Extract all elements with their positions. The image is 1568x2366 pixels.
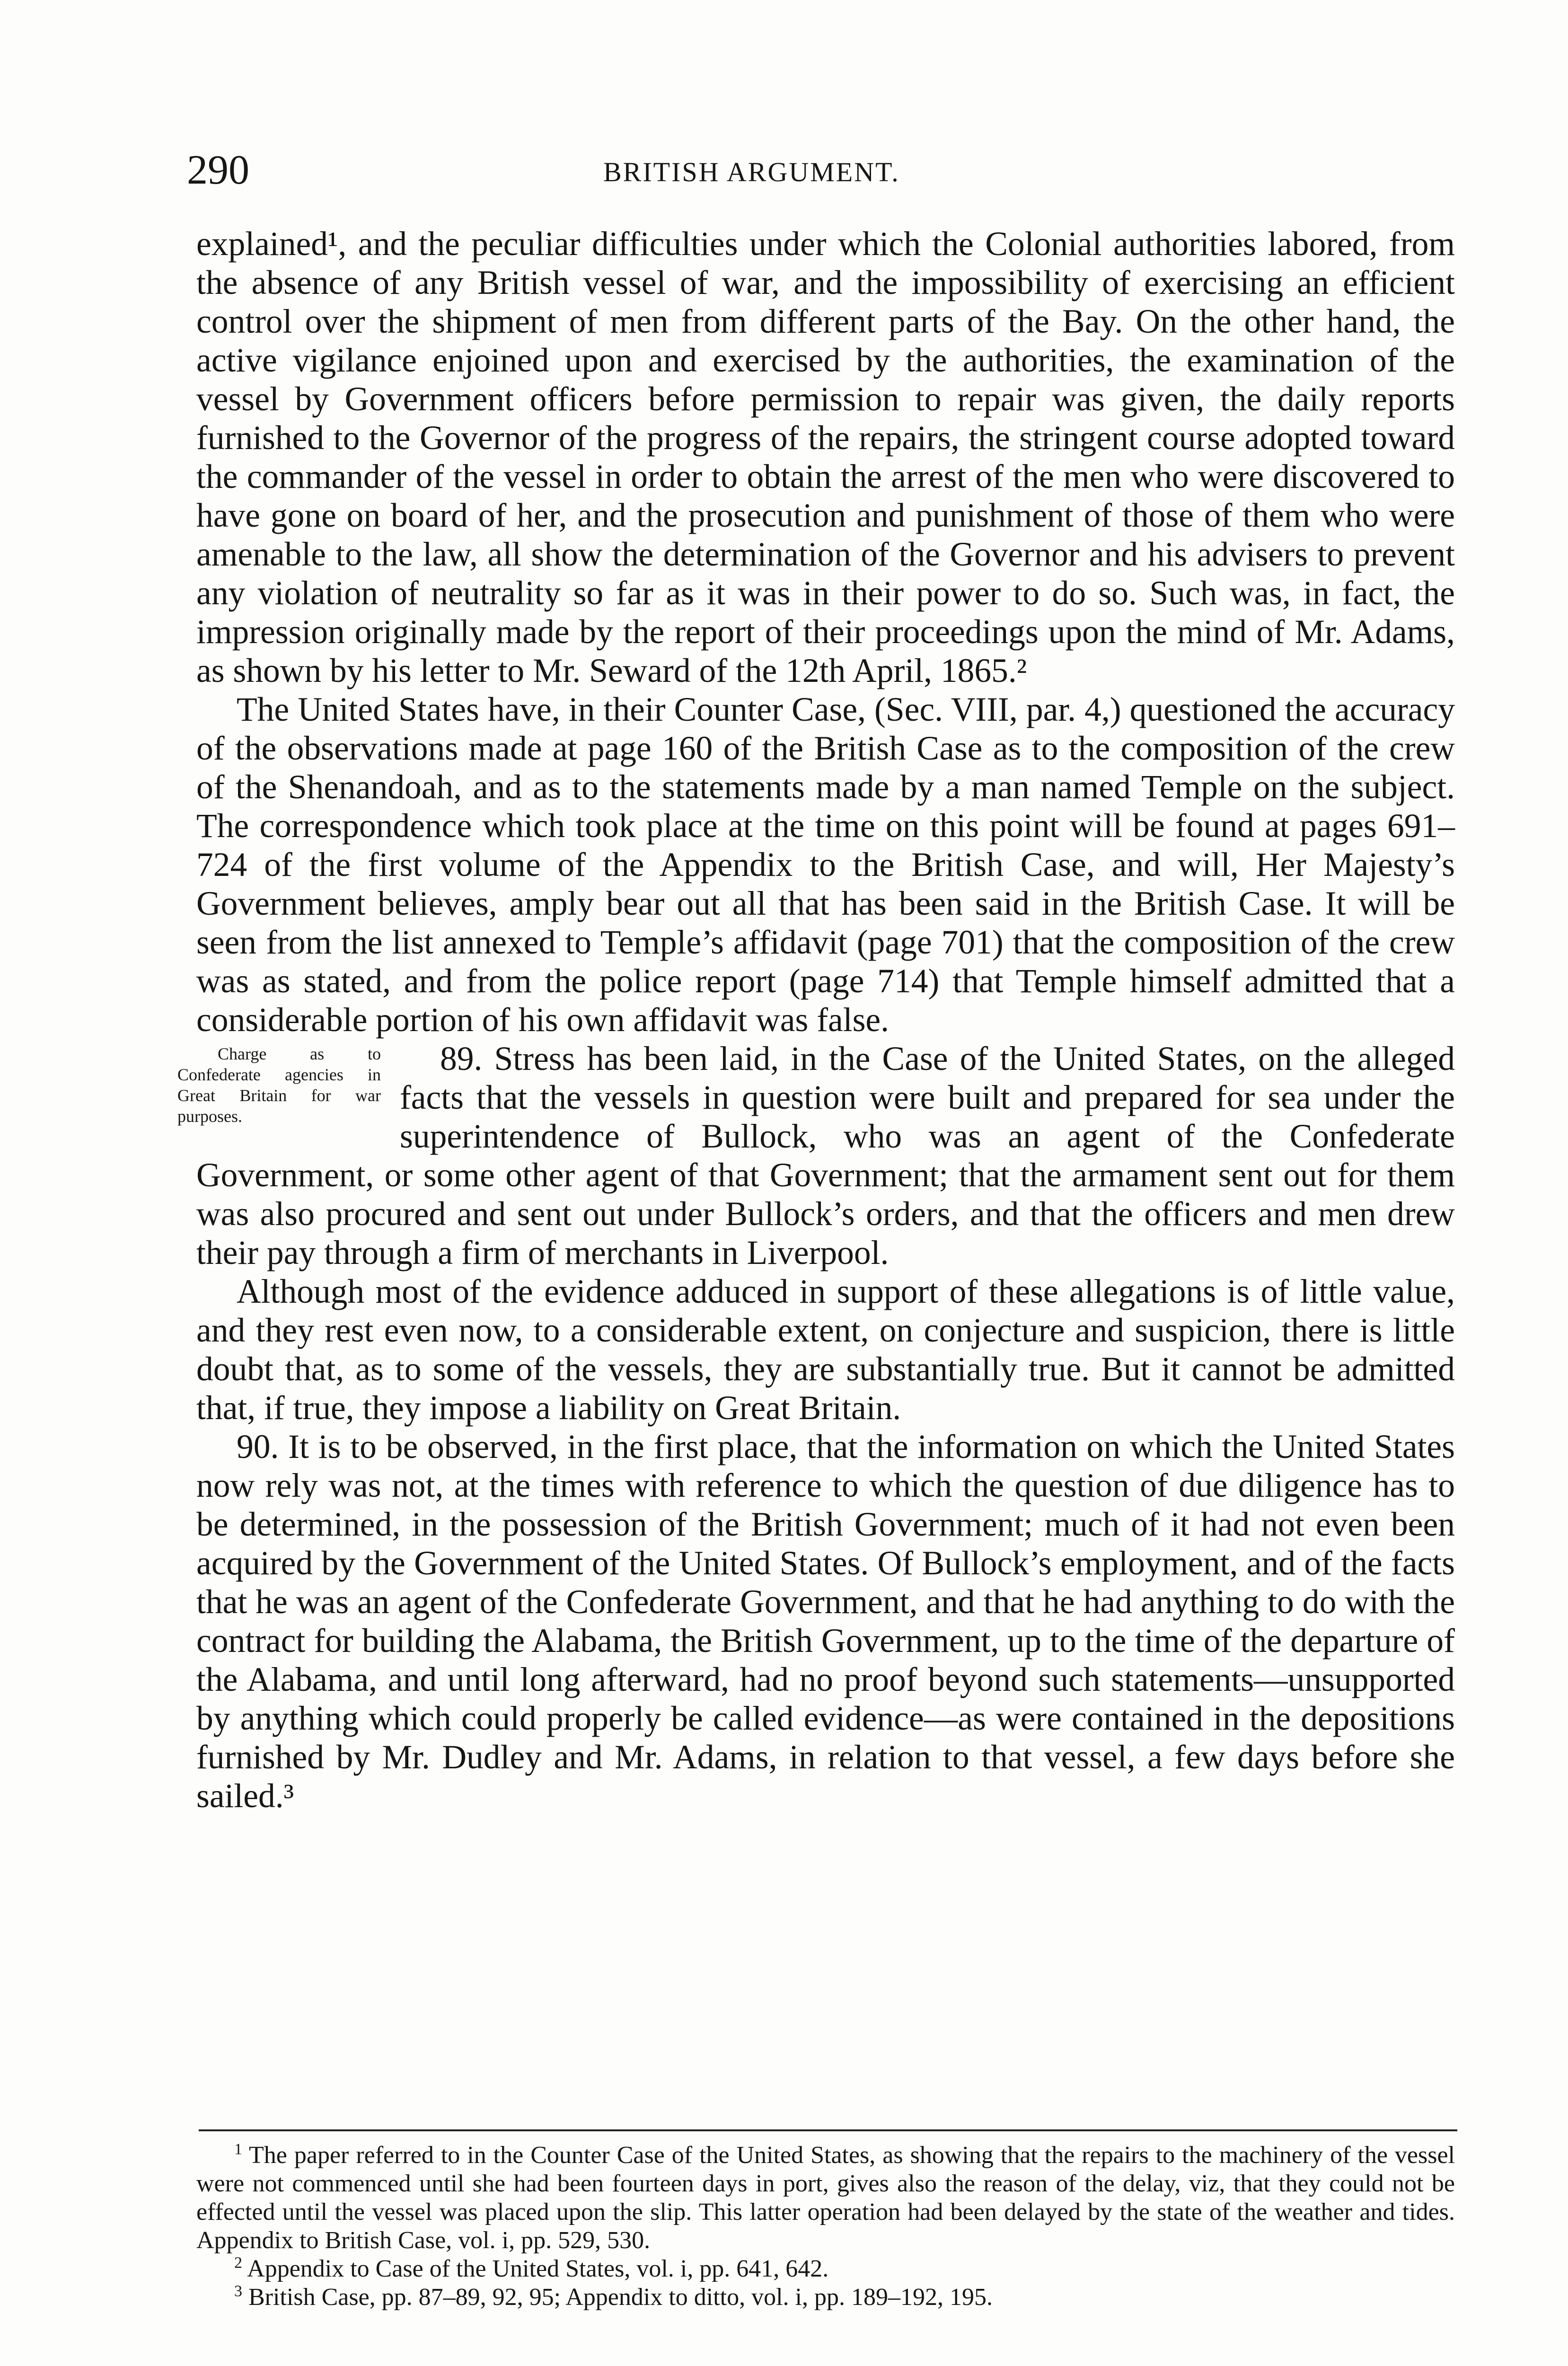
footnote-3-text: British Case, pp. 87–89, 92, 95; Appendix to ditto, vol. i, pp. 189–192, 195. xyxy=(248,2284,993,2311)
footnote-3-mark: 3 xyxy=(234,2282,242,2300)
paragraph-89 xyxy=(177,1040,1455,1272)
paragraph-89-text: 89. Stress has been laid, in the Case of the United States, on the alleged facts that the vessels in question were built and prepared for sea under the superintendence of Bullock, who was an agent of the Confederate Government, or some other agent of that Government; that the armament sent out for them was also procured and sent out under Bullock’s orders, and that the officers and men drew their pay through a firm of merchants in Liverpool. xyxy=(196,1040,1455,1271)
footnote-1 xyxy=(196,2141,1455,2255)
footnote-rule xyxy=(199,2129,1457,2131)
paragraph-1: explained¹, and the peculiar difficulties under which the Colonial authorities labored, from the absence of any British vessel of war, and the impossibility of exercising an efficient control over the shipment of men from different parts of the Bay. On the other hand, the active vigilance enjoined upon and exercised by the authorities, the examination of the vessel by Government officers before permission to repair was given, the daily reports furnished to the Governor of the progress of the repairs, the stringent course adopted toward the commander of the vessel in order to obtain the arrest of the men who were discovered to have gone on board of her, and the prosecution and punishment of those of them who were amenable to the law, all show the determination of the Governor and his advisers to prevent any violation of neutrality so far as it was in their power to do so. Such was, in fact, the impression originally made by the report of their proceedings upon the mind of Mr. Adams, as shown by his letter to Mr. Seward of the 12th April, 1865.² xyxy=(196,225,1455,689)
page-header xyxy=(187,144,1460,196)
paragraph-4: Although most of the evidence adduced in support of these allegations is of little value, and they rest even now, to a considerable extent, on conjecture and suspicion, there is little doubt that, as to some of the vessels, they are substantially true. But it cannot be admitted that, if true, they impose a liability on Great Britain. xyxy=(196,1273,1455,1427)
page-number: 290 xyxy=(187,147,249,193)
footnote-2 xyxy=(196,2255,1455,2283)
running-head: BRITISH ARGUMENT. xyxy=(603,157,900,187)
margin-note: Charge as to Confederate agencies in Great Britain for war purposes. xyxy=(177,1044,381,1126)
footnote-1-mark: 1 xyxy=(234,2140,242,2158)
footnote-3 xyxy=(196,2283,1455,2312)
footnote-1-text: The paper referred to in the Counter Case of the United States, as showing that the repairs to the machinery of the vessel were not commenced until she had been fourteen days in port, gives also the reason of the delay, viz, that they could not be effected until the vessel was placed upon the slip. This latter operation had been delayed by the state of the weather and tides. Appendix to British Case, vol. i, pp. 529, 530. xyxy=(196,2142,1455,2254)
footnote-2-mark: 2 xyxy=(234,2254,242,2272)
body-text xyxy=(177,225,1455,1816)
footnote-2-text: Appendix to Case of the United States, vol. i, pp. 641, 642. xyxy=(247,2255,829,2282)
paragraph-2: The United States have, in their Counter Case, (Sec. VIII, par. 4,) questioned the accuracy of the observations made at page 160 of the British Case as to the composition of the crew of the Shenandoah, and as to the statements made by a man named Temple on the subject. The correspondence which took place at the time on this point will be found at pages 691–724 of the first volume of the Appendix to the British Case, and will, Her Majesty’s Government believes, amply bear out all that has been said in the British Case. It will be seen from the list annexed to Temple’s affidavit (page 701) that the composition of the crew was as stated, and from the police report (page 714) that Temple himself admitted that a considerable portion of his own affidavit was false. xyxy=(196,691,1455,1039)
footnotes xyxy=(196,2141,1455,2312)
paragraph-90: 90. It is to be observed, in the first place, that the information on which the United States now rely was not, at the times with reference to which the question of due diligence has to be determined, in the possession of the British Government; much of it had not even been acquired by the Government of the United States. Of Bullock’s employment, and of the facts that he was an agent of the Confederate Government, and that he had anything to do with the contract for building the Alabama, the British Government, up to the time of the departure of the Alabama, and until long afterward, had no proof beyond such statements—unsupported by anything which could properly be called evidence—as were contained in the depositions furnished by Mr. Dudley and Mr. Adams, in relation to that vessel, a few days before she sailed.³ xyxy=(196,1428,1455,1815)
